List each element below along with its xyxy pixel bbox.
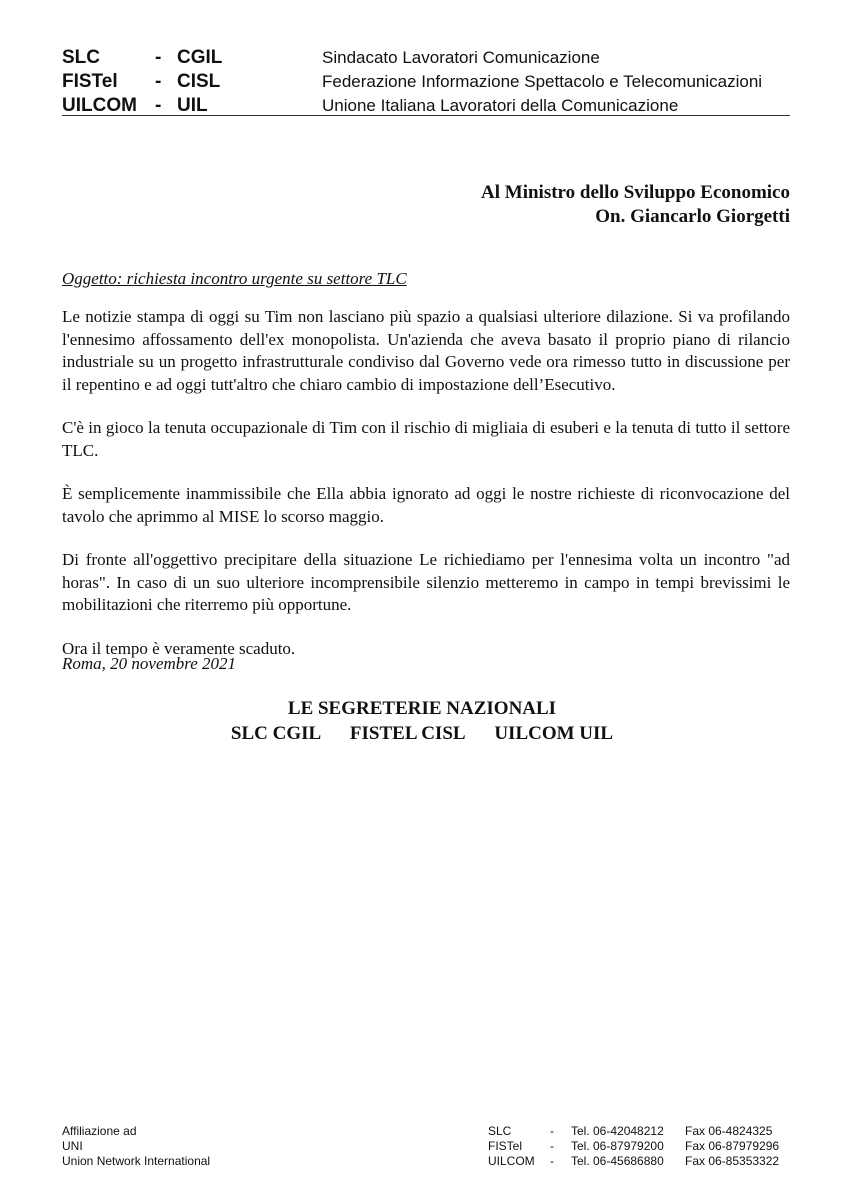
footer-line: UNI xyxy=(62,1139,83,1153)
date-line: Roma, 20 novembre 2021 xyxy=(62,654,237,673)
contact-fax: Fax 06-85353322 xyxy=(685,1154,780,1168)
separator: - xyxy=(155,95,162,116)
footer-contacts xyxy=(488,1124,798,1169)
contact-dash: - xyxy=(550,1124,554,1138)
contact-code: UILCOM xyxy=(488,1154,535,1168)
body-paragraph: Le notizie stampa di oggi su Tim non lasciano più spazio a qualsiasi ulteriore dilazione. Si va profilando l'ennesimo affossamento dell'ex monopolista. Un'azienda che aveva basato il proprio piano di rilancio industriale su un progetto infrastrutturale condiviso dal Governo vede ora rimesso tutto in discussione per il repentino e ad oggi tutt'altro che chiaro cambio di impostazione dell’Esecutivo. xyxy=(62,307,790,394)
contact-code: SLC xyxy=(488,1124,512,1138)
signature-org: UILCOM UIL xyxy=(494,723,614,744)
signature-orgs xyxy=(0,721,844,746)
union-code: SLC xyxy=(62,47,100,68)
contact-fax: Fax 06-4824325 xyxy=(685,1124,773,1138)
footer-line: Union Network International xyxy=(62,1154,211,1168)
contact-tel: Tel. 06-42048212 xyxy=(571,1124,664,1138)
contact-row-uilcom xyxy=(488,1154,798,1169)
letterhead-row-slc xyxy=(62,46,790,70)
contact-dash: - xyxy=(550,1154,554,1168)
body-paragraph: C'è in gioco la tenuta occupazionale di Tim con il rischio di migliaia di esuberi e la tenuta di tutto il settore TLC. xyxy=(62,418,790,460)
recipient-title: Al Ministro dello Sviluppo Economico xyxy=(481,182,790,203)
contact-fax: Fax 06-87979296 xyxy=(685,1139,780,1153)
footer-line: Affiliazione ad xyxy=(62,1124,137,1138)
recipient-block xyxy=(481,181,790,229)
union-full-name: Unione Italiana Lavoratori della Comunicazione xyxy=(322,96,679,115)
recipient-name: On. Giancarlo Giorgetti xyxy=(595,206,790,227)
header-divider xyxy=(62,115,790,116)
contact-tel: Tel. 06-87979200 xyxy=(571,1139,664,1153)
union-code: UILCOM xyxy=(62,95,137,116)
letter-body xyxy=(62,306,790,681)
confederation: UIL xyxy=(177,95,208,116)
body-paragraph: Ora il tempo è veramente scaduto. xyxy=(62,638,296,658)
subject-line: Oggetto: richiesta incontro urgente su settore TLC xyxy=(62,269,407,288)
signature-block xyxy=(0,696,844,746)
signature-title: LE SEGRETERIE NAZIONALI xyxy=(287,698,557,719)
letterhead-row-fistel xyxy=(62,70,790,94)
signature-org: FISTEL CISL xyxy=(349,723,466,744)
contact-code: FISTel xyxy=(488,1139,523,1153)
separator: - xyxy=(155,47,162,68)
separator: - xyxy=(155,71,162,92)
contact-row-fistel xyxy=(488,1139,798,1154)
union-code: FISTel xyxy=(62,71,118,92)
union-full-name: Federazione Informazione Spettacolo e Telecomunicazioni xyxy=(322,72,763,91)
confederation: CISL xyxy=(177,71,221,92)
contact-tel: Tel. 06-45686880 xyxy=(571,1154,664,1168)
contact-row-slc xyxy=(488,1124,798,1139)
union-full-name: Sindacato Lavoratori Comunicazione xyxy=(322,48,600,67)
body-paragraph: Di fronte all'oggettivo precipitare della situazione Le richiediamo per l'ennesima volta un incontro "ad horas". In caso di un suo ulteriore incomprensibile silenzio metteremo in campo in tempi brevissimi le mobilitazioni che riterremo più opportune. xyxy=(62,550,790,614)
body-paragraph: È semplicemente inammissibile che Ella abbia ignorato ad oggi le nostre richieste di riconvocazione del tavolo che aprimmo al MISE lo scorso maggio. xyxy=(62,484,790,526)
signature-org: SLC CGIL xyxy=(230,723,322,744)
letterhead xyxy=(62,46,790,118)
footer-affiliation xyxy=(62,1124,210,1169)
contact-dash: - xyxy=(550,1139,554,1153)
confederation: CGIL xyxy=(177,47,223,68)
